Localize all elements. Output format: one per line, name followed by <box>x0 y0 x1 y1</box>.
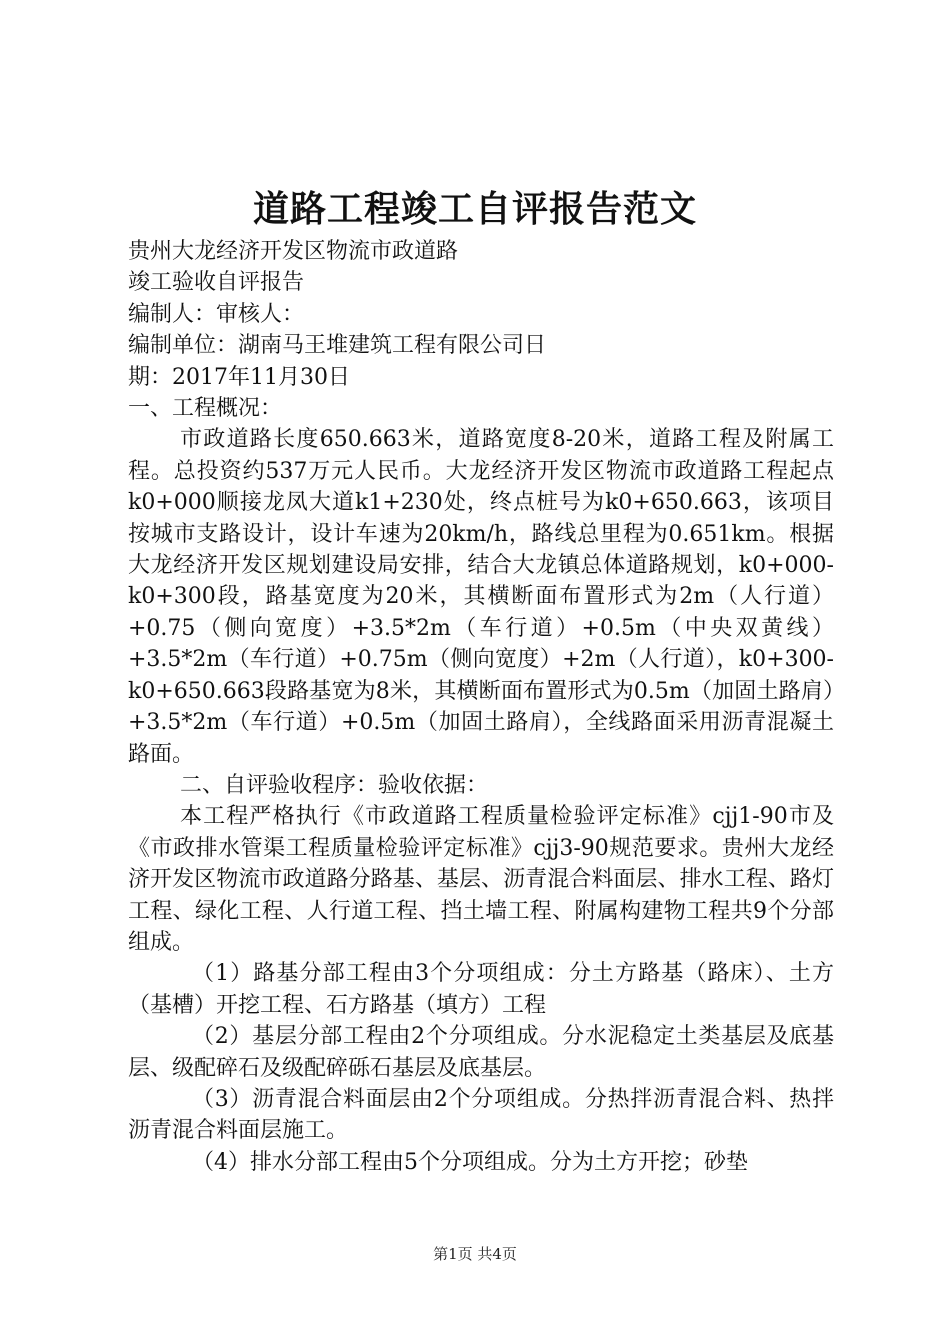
overview-paragraph: 市政道路长度650.663米，道路宽度8-20米，道路工程及附属工程。总投资约537万元人民币。大龙经济开发区物流市政道路工程起点k0+000顺接龙凤大道k1+230处，终点桩号为k0+650.663，该项目按城市支路设计，设计车速为20km/h，路线总里程为0.651km。根据大龙经济开发区规划建设局安排，结合大龙镇总体道路规划，k0+000-k0+300段，路基宽度为20米，其横断面布置形式为2m（人行道）+0.75（侧向宽度）+3.5*2m（车行道）+0.5m（中央双黄线）+3.5*2m（车行道）+0.75m（侧向宽度）+2m（人行道），k0+300-k0+650.663段路基宽为8米，其横断面布置形式为0.5m（加固土路肩）+3.5*2m（车行道）+0.5m（加固土路肩），全线路面采用沥青混凝土路面。 <box>128 427 834 767</box>
report-type-line: 竣工验收自评报告 <box>128 270 305 296</box>
page-number-footer: 第1页 共4页 <box>433 1245 517 1263</box>
preparer-line: 编制人：审核人： <box>128 301 305 327</box>
section-heading-overview: 一、工程概况： <box>128 396 283 422</box>
standards-paragraph: 本工程严格执行《市政道路工程质量检验评定标准》cjj1-90市及《市政排水管渠工程质量检验评定标准》cjj3-90规范要求。贵州大龙经济开发区物流市政道路分路基、基层、沥青混合料面层、排水工程、路灯工程、绿化工程、人行道工程、挡土墙工程、附属构建物工程共9个分部组成。 <box>128 804 834 955</box>
project-name-line: 贵州大龙经济开发区物流市政道路 <box>128 239 459 264</box>
list-item-base-layer: （2）基层分部工程由2个分项组成。分水泥稳定土类基层及底基层、级配碎石及级配碎砾石基层及底基层。 <box>128 1024 834 1081</box>
section-heading-procedure: 二、自评验收程序：验收依据： <box>180 772 489 798</box>
document-title: 道路工程竣工自评报告范文 <box>252 189 697 230</box>
list-item-drainage: （4）排水分部工程由5个分项组成。分为土方开挖；砂垫 <box>192 1149 748 1175</box>
list-item-asphalt: （3）沥青混合料面层由2个分项组成。分热拌沥青混合料、热拌沥青混合料面层施工。 <box>128 1086 834 1144</box>
unit-line: 编制单位：湖南马王堆建筑工程有限公司日 <box>128 333 547 359</box>
list-item-roadbed: （1）路基分部工程由3个分项组成：分土方路基（路床）、土方（基槽）开挖工程、石方路基（填方）工程 <box>128 961 834 1018</box>
date-line: 期：2017年11月30日 <box>128 364 350 390</box>
document-body <box>128 236 834 1178</box>
